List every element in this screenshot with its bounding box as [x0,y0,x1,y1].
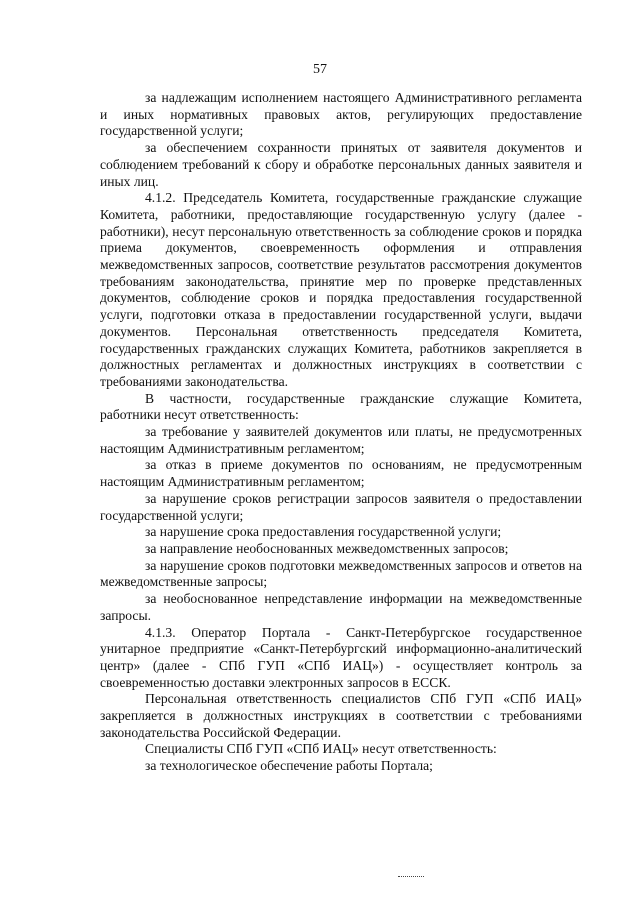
paragraph: за необоснованное непредставление информации на межведомственные запросы. [100,591,582,623]
paragraph: за требование у заявителей документов или платы, не предусмотренных настоящим Административным регламентом; [100,424,582,456]
paragraph: за направление необоснованных межведомственных запросов; [145,540,509,556]
paragraph: за отказ в приеме документов по основаниям, не предусмотренным настоящим Административным регламентом; [100,457,582,490]
paragraph: за технологическое обеспечение работы Портала; [145,758,433,774]
paragraph: за нарушение сроков регистрации запросов заявителя о предоставлении государственной услуги; [100,490,582,523]
paragraph: 4.1.2. Председатель Комитета, государственные гражданские служащие Комитета, работники, предоставляющие государственную услугу (далее - работники), несут персональную ответственность за соблюдение сроков и порядка приема документов, своевременность оформления и отправления межведомственных запросов, соответствие результатов рассмотрения документов требованиям законодательства, принятие мер по проверке представленных документов, соблюдение сроков и порядка предоставления государственной услуги, подготовки отказа в предоставлении государственной услуги, выдачи документов. Персональная ответственность председателя Комитета, государственных гражданских служащих Комитета, работников закрепляется в должностных регламентах и должностных инструкциях в соответствии с требованиями законодательства. [100,190,582,389]
page-number: 57 [313,62,327,77]
document-body [100,90,582,775]
footer-mark [398,876,424,877]
paragraph: за надлежащим исполнением настоящего Административного регламента и иных нормативных правовых актов, регулирующих предоставление государственной услуги; [100,90,582,139]
paragraph: 4.1.3. Оператор Портала - Санкт-Петербургское государственное унитарное предприятие «Санкт-Петербургский информационно-аналитический центр» (далее - СПб ГУП «СПб ИАЦ») - осуществляет контроль за своевременностью доставки электронных запросов в ЕССК. [100,624,582,690]
paragraph: Специалисты СПб ГУП «СПб ИАЦ» несут ответственность: [145,741,497,757]
paragraph: В частности, государственные гражданские служащие Комитета, работники несут ответственность: [100,390,582,423]
paragraph: за нарушение срока предоставления государственной услуги; [145,524,502,540]
paragraph: за нарушение сроков подготовки межведомственных запросов и ответов на межведомственные запросы; [100,557,582,590]
paragraph: Персональная ответственность специалистов СПб ГУП «СПб ИАЦ» закрепляется в должностных инструкциях в соответствии с требованиями законодательства Российской Федерации. [100,691,582,740]
paragraph: за обеспечением сохранности принятых от заявителя документов и соблюдением требований к сбору и обработке персональных данных заявителя и иных лиц. [100,140,582,189]
